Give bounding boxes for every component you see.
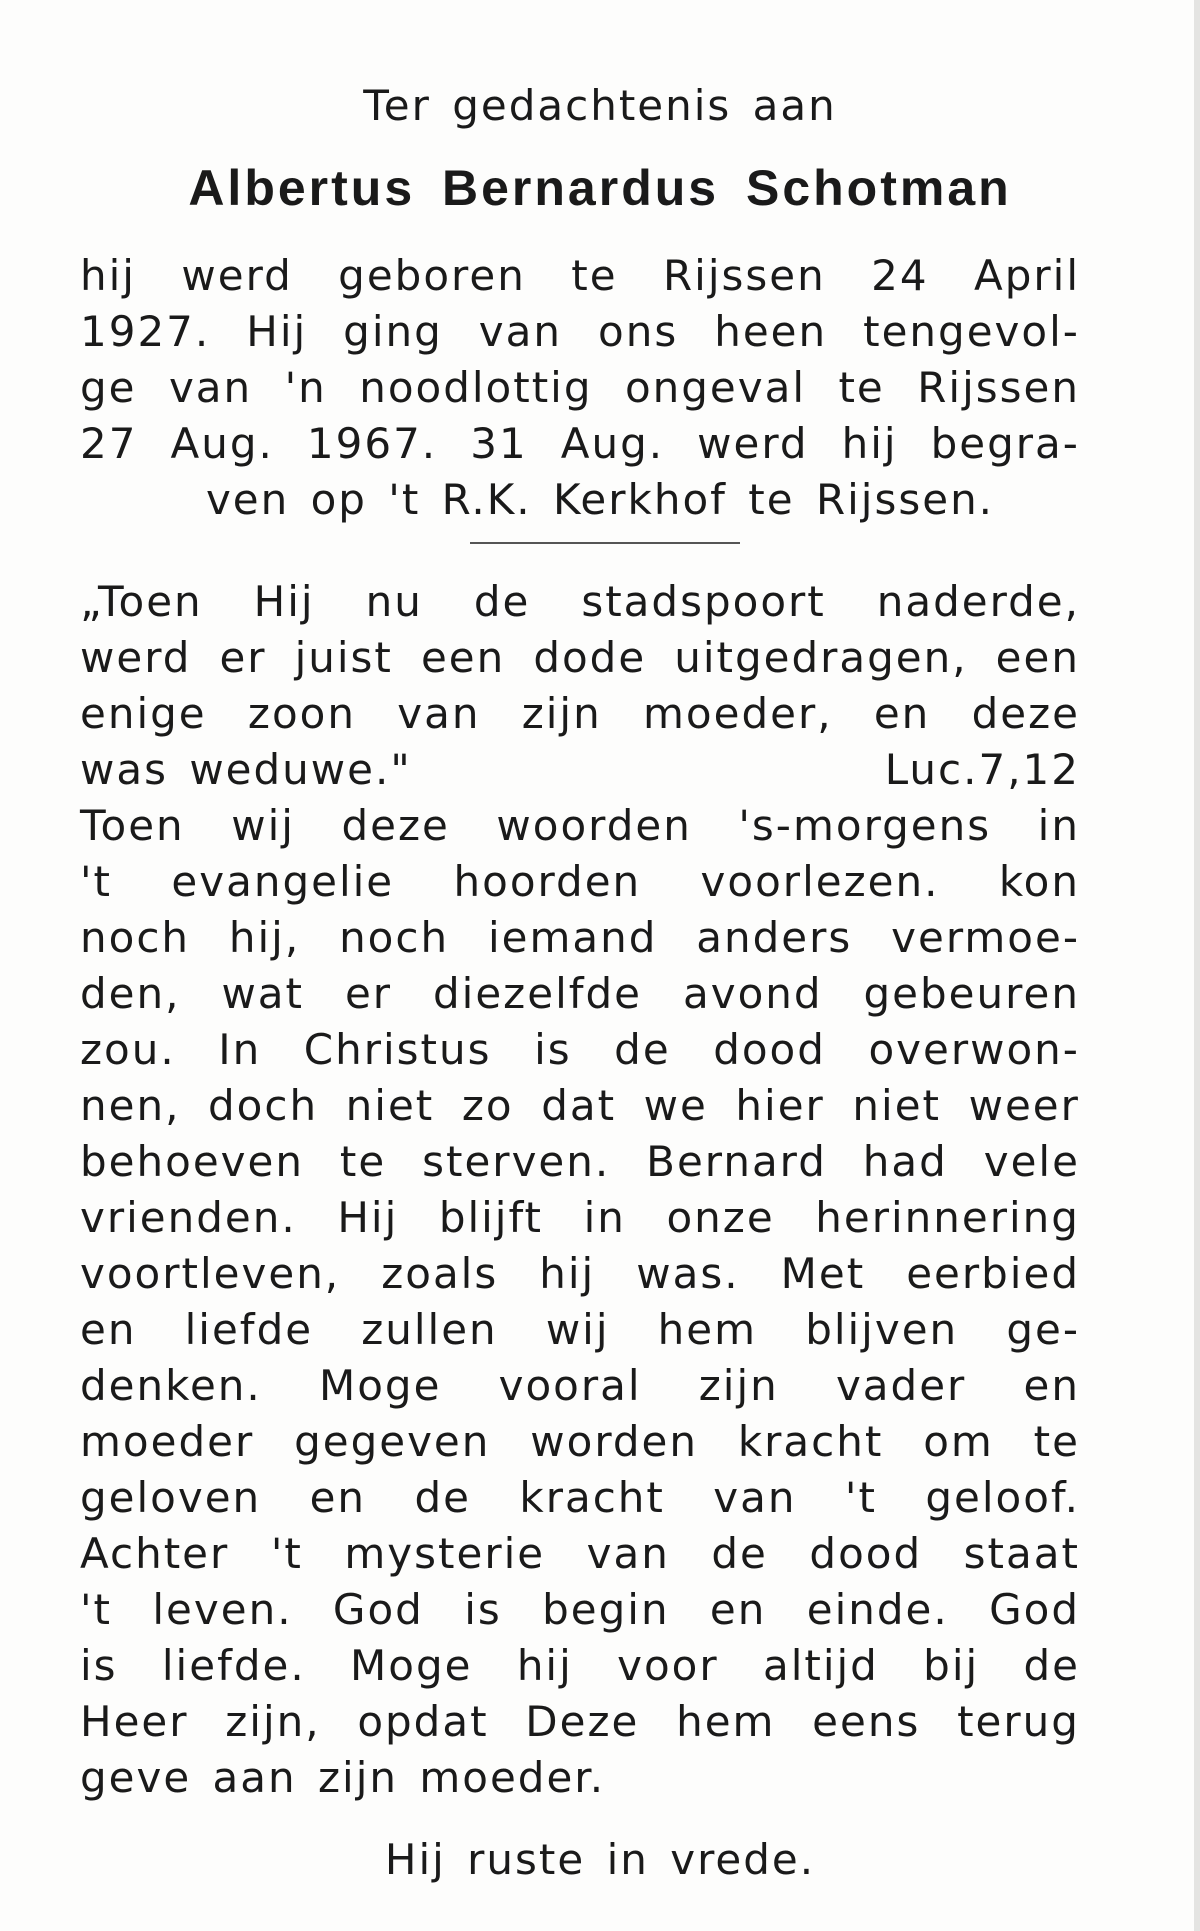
word: uitgedragen,	[674, 633, 968, 682]
word: heen	[714, 307, 828, 356]
word: zoon	[247, 689, 356, 738]
word: nu	[365, 577, 423, 626]
word: God	[989, 1585, 1080, 1634]
word: kracht	[519, 1473, 665, 1522]
word: vele	[983, 1137, 1080, 1186]
text-line	[80, 1414, 1080, 1470]
word: noch	[80, 913, 191, 962]
word: Moge	[350, 1641, 473, 1690]
word: en	[80, 1305, 137, 1354]
word: van	[586, 1529, 670, 1578]
quote-line	[80, 574, 1080, 630]
word: Christus	[303, 1025, 492, 1074]
word: Toen	[80, 801, 185, 850]
word: ons	[598, 307, 679, 356]
deceased-name: Albertus Bernardus Schotman	[188, 160, 1012, 216]
word: 24	[871, 251, 929, 300]
word: onze	[666, 1193, 775, 1242]
word: van	[397, 689, 481, 738]
bio-line	[80, 360, 1080, 416]
word: zijn	[521, 689, 602, 738]
word: geboren	[338, 251, 526, 300]
quote-last-row	[80, 742, 1080, 798]
word: hem	[657, 1305, 758, 1354]
word: stadspoort	[581, 577, 826, 626]
word: is	[80, 1641, 118, 1690]
word: dood	[713, 1025, 826, 1074]
quote-line	[80, 630, 1080, 686]
word: 1927.	[80, 307, 211, 356]
word: bij	[923, 1641, 980, 1690]
word: Hij	[337, 1193, 399, 1242]
word: sterven.	[422, 1137, 611, 1186]
word: de	[711, 1529, 768, 1578]
quote-last-line: was weduwe."	[80, 745, 412, 794]
word: vrienden.	[80, 1193, 297, 1242]
word: ging	[343, 307, 443, 356]
text-line	[80, 1582, 1080, 1638]
word: hoorden	[453, 857, 642, 906]
word: zullen	[361, 1305, 498, 1354]
word: enige	[80, 689, 207, 738]
text-line	[80, 1022, 1080, 1078]
word: er	[344, 969, 393, 1018]
word: een	[995, 633, 1080, 682]
word: hij	[539, 1249, 596, 1298]
word: eerbied	[906, 1249, 1080, 1298]
word: en	[873, 689, 931, 738]
word: hij	[516, 1641, 573, 1690]
text-line	[80, 798, 1080, 854]
word: begin	[542, 1585, 670, 1634]
word: dood	[809, 1529, 923, 1578]
word: Heer	[80, 1697, 189, 1746]
word: Deze	[525, 1697, 640, 1746]
word: hij	[841, 419, 898, 468]
word: Rijssen	[917, 363, 1080, 412]
word: voortleven,	[80, 1249, 341, 1298]
word: voorlezen.	[700, 857, 940, 906]
word: den,	[80, 969, 181, 1018]
quote-line	[80, 686, 1080, 742]
word: in	[583, 1193, 626, 1242]
word: 't	[844, 1473, 877, 1522]
text-line	[80, 1302, 1080, 1358]
word: hier	[735, 1081, 825, 1130]
word: mysterie	[344, 1529, 546, 1578]
word: opdat	[357, 1697, 489, 1746]
word: avond	[682, 969, 823, 1018]
word: Hij	[246, 307, 308, 356]
word: van	[478, 307, 562, 356]
word: doch	[208, 1081, 319, 1130]
word: wij	[231, 801, 295, 850]
bio-line	[80, 416, 1080, 472]
word: om	[923, 1417, 994, 1466]
word: einde.	[806, 1585, 949, 1634]
word: 't	[80, 1585, 113, 1634]
word: had	[862, 1137, 948, 1186]
word: werd	[80, 633, 192, 682]
word: hem	[676, 1697, 776, 1746]
text-line	[80, 1358, 1080, 1414]
word: Bernard	[646, 1137, 827, 1186]
word: de	[473, 577, 531, 626]
word: Hij	[253, 577, 315, 626]
word: terug	[957, 1697, 1080, 1746]
word: werd	[697, 419, 809, 468]
card-edge	[1194, 0, 1200, 1931]
word: denken.	[80, 1361, 262, 1410]
word: kracht	[737, 1417, 884, 1466]
word: er	[219, 633, 267, 682]
word: moeder	[80, 1417, 255, 1466]
word: in	[1037, 801, 1080, 850]
word: te	[339, 1137, 387, 1186]
text-line	[80, 1526, 1080, 1582]
word: te	[1033, 1417, 1080, 1466]
text-line	[80, 910, 1080, 966]
word: naderde,	[876, 577, 1080, 626]
word: vermoe-	[891, 913, 1080, 962]
word: we	[643, 1081, 708, 1130]
word: wij	[545, 1305, 610, 1354]
word: noodlottig	[359, 363, 593, 412]
word: begra-	[930, 419, 1080, 468]
word: liefde.	[161, 1641, 306, 1690]
word: iemand	[487, 913, 658, 962]
word: Rijssen	[662, 251, 826, 300]
word: anders	[696, 913, 853, 962]
word: Aug.	[560, 419, 665, 468]
text-line	[80, 966, 1080, 1022]
word: kon	[998, 857, 1080, 906]
word: staat	[963, 1529, 1080, 1578]
word: worden	[530, 1417, 698, 1466]
word: de	[414, 1473, 471, 1522]
word: April	[973, 251, 1080, 300]
word: wat	[221, 969, 304, 1018]
bio-line	[80, 304, 1080, 360]
quote-reference: Luc.7,12	[884, 745, 1080, 794]
word: 1967.	[306, 419, 438, 468]
word: 'n	[284, 363, 327, 412]
word: evangelie	[171, 857, 395, 906]
word: deze	[341, 801, 450, 850]
closing-line: Hij ruste in vrede.	[384, 1835, 816, 1884]
word: dode	[533, 633, 647, 682]
word: zijn	[698, 1361, 779, 1410]
word: woorden	[496, 801, 692, 850]
word: en	[1023, 1361, 1080, 1410]
text-line	[80, 1078, 1080, 1134]
word: zou.	[80, 1025, 176, 1074]
word: Aug.	[170, 419, 274, 468]
word: en	[709, 1585, 767, 1634]
text-line	[80, 1134, 1080, 1190]
word: noch	[339, 913, 450, 962]
word: dat	[541, 1081, 617, 1130]
word: herinnering	[815, 1193, 1080, 1242]
word: de	[614, 1025, 671, 1074]
word: overwon-	[868, 1025, 1080, 1074]
word: juist	[294, 633, 393, 682]
word: zijn,	[225, 1697, 321, 1746]
word: te	[571, 251, 618, 300]
word: vooral	[498, 1361, 642, 1410]
word: van	[713, 1473, 797, 1522]
word: ge	[80, 363, 137, 412]
word: deze	[971, 689, 1080, 738]
word: hij	[80, 251, 136, 300]
text-line	[80, 854, 1080, 910]
card-heading: Ter gedachtenis aan	[363, 81, 837, 130]
word: werd	[181, 251, 293, 300]
word: „Toen	[80, 577, 203, 626]
word: de	[1023, 1641, 1080, 1690]
text-last-line: geve aan zijn moeder.	[80, 1753, 606, 1802]
word: 't	[80, 857, 113, 906]
word: 't	[270, 1529, 303, 1578]
word: behoeven	[80, 1137, 304, 1186]
word: altijd	[762, 1641, 879, 1690]
word: diezelfde	[433, 969, 643, 1018]
text-line	[80, 1190, 1080, 1246]
word: Met	[780, 1249, 866, 1298]
word: moeder,	[643, 689, 833, 738]
word: niet	[852, 1081, 942, 1130]
word: 's-morgens	[738, 801, 992, 850]
word: leven.	[152, 1585, 293, 1634]
word: is	[464, 1585, 502, 1634]
word: Achter	[80, 1529, 230, 1578]
word: te	[838, 363, 885, 412]
word: blijft	[438, 1193, 543, 1242]
word: geloof.	[925, 1473, 1080, 1522]
word: tengevol-	[863, 307, 1080, 356]
word: voor	[617, 1641, 719, 1690]
word: een	[420, 633, 506, 682]
word: zoals	[381, 1249, 499, 1298]
word: 31	[470, 419, 528, 468]
word: is	[534, 1025, 572, 1074]
word: nen,	[80, 1081, 181, 1130]
word: eens	[812, 1697, 921, 1746]
word: liefde	[184, 1305, 314, 1354]
word: ongeval	[624, 363, 807, 412]
word: hij,	[228, 913, 301, 962]
word: geloven	[80, 1473, 262, 1522]
word: niet	[345, 1081, 435, 1130]
text-line	[80, 1694, 1080, 1750]
word: In	[218, 1025, 262, 1074]
word: blijven	[805, 1305, 959, 1354]
bio-line	[80, 248, 1080, 304]
bio-last-line: ven op 't R.K. Kerkhof te Rijssen.	[205, 475, 995, 524]
word: ge-	[1006, 1305, 1080, 1354]
word: en	[309, 1473, 367, 1522]
word: van	[168, 363, 253, 412]
word: was.	[636, 1249, 740, 1298]
word: weer	[968, 1081, 1080, 1130]
divider-rule	[470, 542, 740, 544]
text-line	[80, 1246, 1080, 1302]
word: vader	[835, 1361, 967, 1410]
word: gebeuren	[863, 969, 1080, 1018]
word: 27	[80, 419, 138, 468]
word: Moge	[318, 1361, 442, 1410]
text-line	[80, 1470, 1080, 1526]
text-line	[80, 1638, 1080, 1694]
word: zo	[461, 1081, 514, 1130]
word: gegeven	[294, 1417, 491, 1466]
word: God	[332, 1585, 424, 1634]
